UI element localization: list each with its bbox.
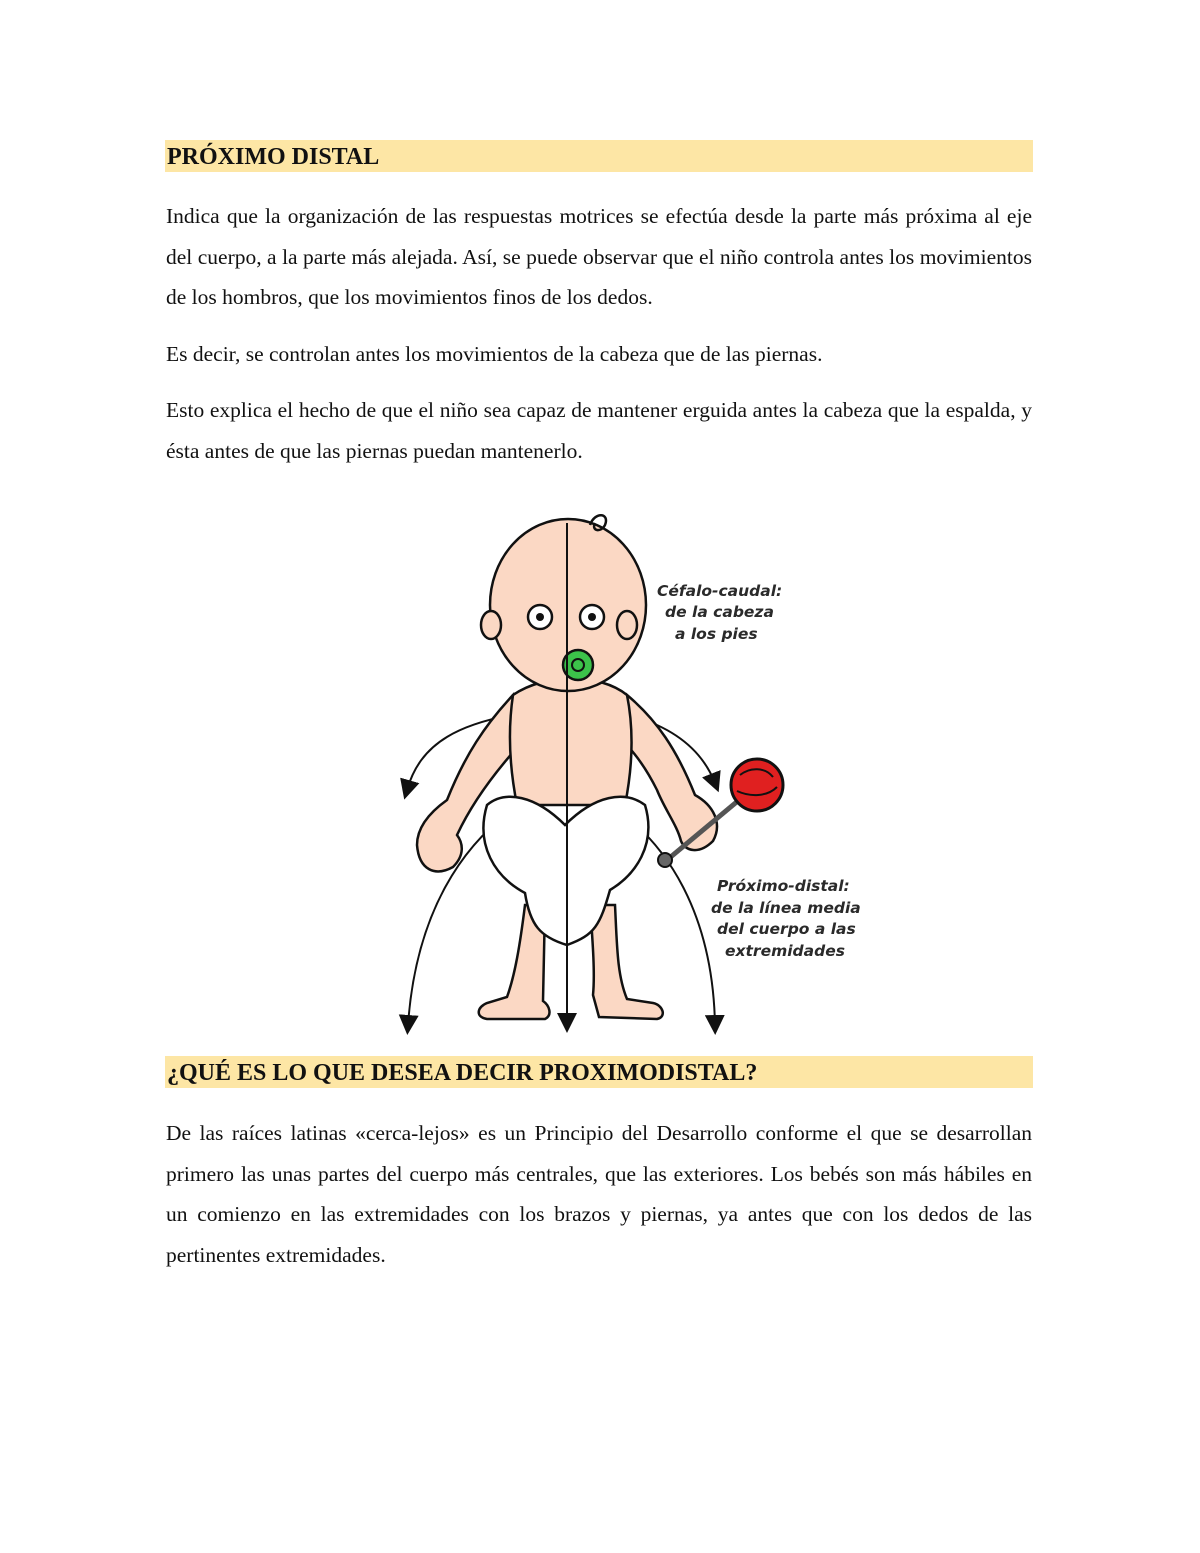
rattle-head	[731, 759, 783, 811]
proximo-distal-label-line4: extremidades	[725, 942, 845, 960]
baby-development-illustration	[395, 505, 865, 1045]
proximo-distal-label-line1: Próximo-distal:	[717, 877, 850, 895]
section-heading-proximo-distal: PRÓXIMO DISTAL	[165, 140, 1033, 172]
cefalo-caudal-label-line3: a los pies	[675, 625, 758, 643]
left-ear	[481, 611, 501, 639]
diaper	[483, 797, 648, 945]
paragraph-3: Esto explica el hecho de que el niño sea capaz de mantener erguida antes la cabeza que la espalda, y ésta antes de que las piernas puedan mantenerlo.	[166, 398, 1032, 463]
right-leg	[590, 905, 663, 1019]
torso	[510, 679, 631, 806]
paragraph-2: Es decir, se controlan antes los movimientos de la cabeza que de las piernas.	[166, 342, 823, 366]
proximo-distal-label-line2: de la línea media	[711, 899, 861, 917]
section-heading-que-es: ¿QUÉ ES LO QUE DESEA DECIR PROXIMODISTAL?	[165, 1056, 1033, 1088]
cefalo-caudal-label-line1: Céfalo-caudal:	[657, 582, 783, 600]
proximo-distal-label-line3: del cuerpo a las	[717, 920, 856, 938]
rattle-knob	[658, 853, 672, 867]
right-ear	[617, 611, 637, 639]
paragraph-4: De las raíces latinas «cerca-lejos» es un Principio del Desarrollo conforme el que se desarrollan primero las unas partes del cuerpo más centrales, que las exteriores. Los bebés son más hábiles en un comienzo en las extremidades con los brazos y piernas, ya antes que con los dedos de las pertinentes extremidades.	[166, 1121, 1032, 1267]
cefalo-caudal-label-line2: de la cabeza	[665, 603, 774, 621]
paragraph-1: Indica que la organización de las respuestas motrices se efectúa desde la parte más próxima al eje del cuerpo, a la parte más alejada. Así, se puede observar que el niño controla antes los movimientos de los hombros, que los movimientos finos de los dedos.	[166, 204, 1032, 309]
